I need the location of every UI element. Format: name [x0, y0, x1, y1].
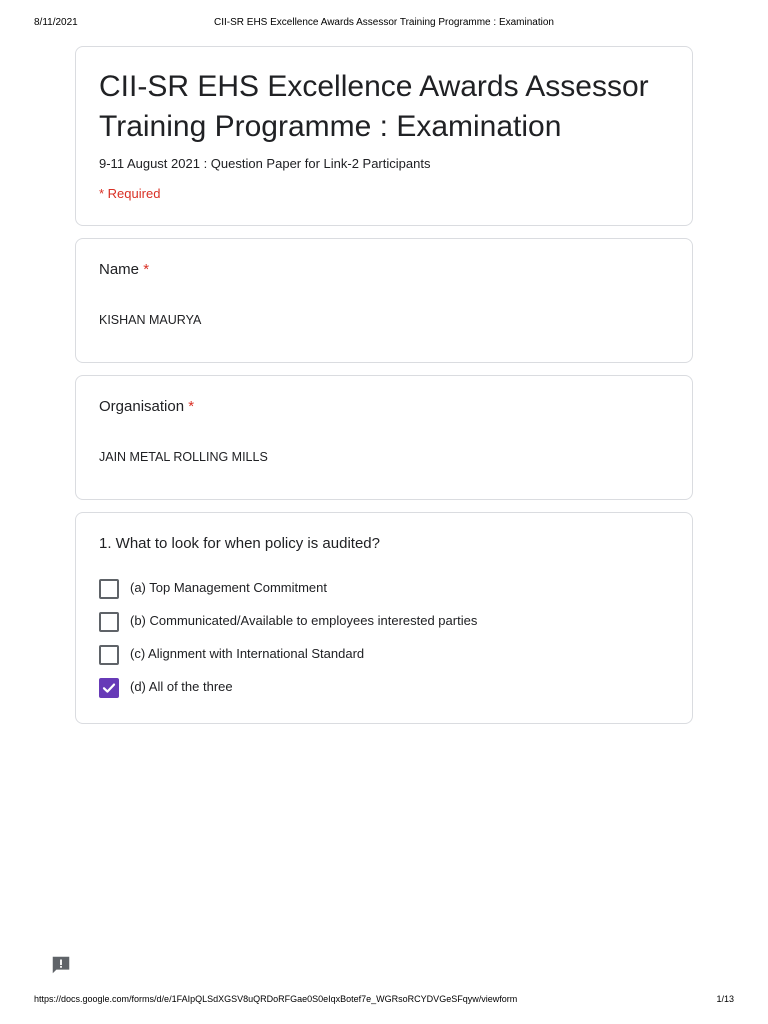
option-c[interactable]: [99, 645, 659, 667]
print-date: 8/11/2021: [34, 17, 78, 28]
print-header-title: CII-SR EHS Excellence Awards Assessor Training Programme : Examination: [214, 17, 554, 28]
form-description: 9-11 August 2021 : Question Paper for Link-2 Participants: [99, 156, 431, 171]
option-a[interactable]: [99, 579, 659, 601]
answer-name: KISHAN MAURYA: [99, 313, 202, 327]
print-url: https://docs.google.com/forms/d/e/1FAIpQLSdXGSV8uQRDoRFGae0S0eIqxBotef7e_WGRsoRCYDVGeSFqyw/viewform: [34, 994, 518, 1004]
question-card-name: [75, 238, 693, 363]
question-text: Organisation: [99, 398, 185, 415]
checkbox-option-d[interactable]: [99, 678, 119, 698]
question-label-q1: 1. What to look for when policy is audited?: [99, 535, 380, 552]
question-card-organisation: [75, 375, 693, 500]
required-asterisk: *: [188, 398, 195, 415]
print-footer: [0, 994, 768, 1008]
option-b[interactable]: [99, 612, 659, 634]
form-title: CII-SR EHS Excellence Awards Assessor Training Programme : Examination: [99, 70, 649, 143]
print-page-number: 1/13: [716, 994, 734, 1004]
option-label: (a) Top Management Commitment: [130, 580, 328, 595]
checkbox-option-a[interactable]: [99, 579, 119, 599]
answer-organisation: JAIN METAL ROLLING MILLS: [99, 450, 268, 464]
checkbox-option-b[interactable]: [99, 612, 119, 632]
print-header: [0, 17, 768, 31]
form-header-card: [75, 46, 693, 226]
checkmark-icon: [101, 680, 117, 696]
option-label: (d) All of the three: [130, 679, 233, 694]
option-label: (b) Communicated/Available to employees interested parties: [130, 613, 478, 628]
question-label-organisation: [99, 398, 194, 415]
feedback-icon[interactable]: [50, 954, 72, 976]
checkbox-option-c[interactable]: [99, 645, 119, 665]
question-card-q1: [75, 512, 693, 724]
question-text: Name: [99, 261, 140, 278]
question-label-name: [99, 261, 149, 278]
required-note: * Required: [99, 186, 161, 201]
required-asterisk: *: [143, 261, 150, 278]
option-label: (c) Alignment with International Standard: [130, 646, 365, 661]
option-d[interactable]: [99, 678, 659, 700]
